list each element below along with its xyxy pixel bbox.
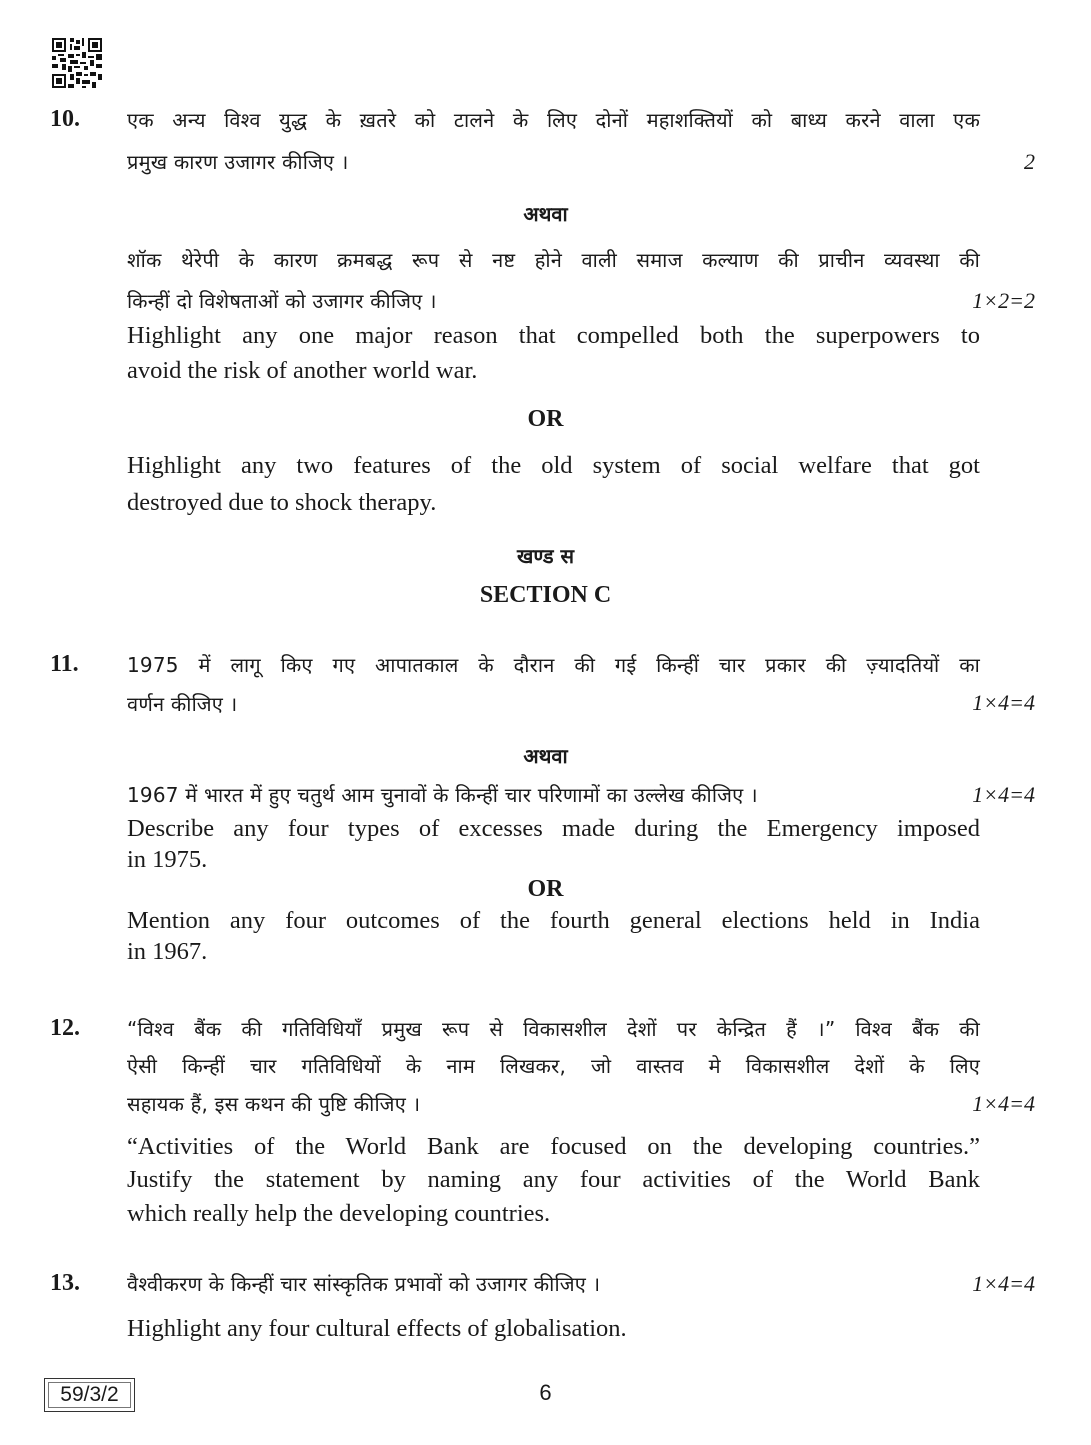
q12-hindi-line-3: सहायक हैं, इस कथन की पुष्टि कीजिए । [127, 1092, 421, 1116]
q11-alt-marks: 1×4=4 [972, 782, 1035, 807]
q10-english-line-2: avoid the risk of another world war. [127, 357, 478, 384]
q10-marks: 2 [1024, 149, 1035, 174]
paper-code: 59/3/2 [60, 1383, 119, 1406]
q11-marks: 1×4=4 [972, 690, 1035, 715]
q11-alt-english-line-1: Mention any four outcomes of the fourth general elections held in India [127, 907, 980, 934]
q10-hindi-line-1: एक अन्य विश्व युद्ध के ख़तरे को टालने के लिए दोनों महाशक्तियों को बाध्य करने वाला एक [127, 108, 980, 132]
q11-hindi-line-1: 1975 में लागू किए गए आपातकाल के दौरान की गई किन्हीं चार प्रकार की ज़्यादतियों का [127, 653, 980, 677]
q12-english-line-1: “Activities of the World Bank are focused on the developing countries.” [127, 1133, 980, 1160]
q10-alt-hindi-line-2: किन्हीं दो विशेषताओं को उजागर कीजिए । [127, 289, 437, 313]
q11-or-hindi: अथवा [523, 744, 568, 768]
q13-english-line: Highlight any four cultural effects of globalisation. [127, 1315, 627, 1342]
q10-english-line-1: Highlight any one major reason that compelled both the superpowers to [127, 322, 980, 349]
q11-english-line-1: Describe any four types of excesses made during the Emergency imposed [127, 815, 980, 842]
q10-alt-english-line-2: destroyed due to shock therapy. [127, 489, 437, 516]
q10-or-hindi: अथवा [523, 202, 568, 226]
q10-alt-english-line-1: Highlight any two features of the old system of social welfare that got [127, 452, 980, 479]
q10-alt-marks: 1×2=2 [972, 288, 1035, 313]
q10-alt-hindi-line-1: शॉक थेरेपी के कारण क्रमबद्ध रूप से नष्ट होने वाली समाज कल्याण की प्राचीन व्यवस्था की [127, 248, 980, 272]
q12-english-line-3: which really help the developing countries. [127, 1200, 551, 1227]
question-number-12: 12. [50, 1015, 80, 1041]
q12-marks: 1×4=4 [972, 1091, 1035, 1116]
q11-alt-english-line-2: in 1967. [127, 938, 208, 965]
section-heading-hindi: खण्ड स [516, 544, 575, 568]
q12-hindi-line-2: ऐसी किन्हीं चार गतिविधियों के नाम लिखकर, जो वास्तव मे विकासशील देशों के लिए [127, 1054, 980, 1078]
question-number-13: 13. [50, 1270, 80, 1296]
section-heading-english: SECTION C [479, 582, 612, 608]
q11-hindi-line-2: वर्णन कीजिए । [127, 692, 238, 716]
q13-marks: 1×4=4 [972, 1271, 1035, 1296]
q11-or-english: OR [527, 876, 564, 902]
q12-english-line-2: Justify the statement by naming any four activities of the World Bank [127, 1166, 980, 1193]
q11-alt-hindi-line: 1967 में भारत में हुए चतुर्थ आम चुनावों के किन्हीं चार परिणामों का उल्लेख कीजिए । [127, 783, 758, 807]
q10-or-english: OR [527, 406, 564, 432]
question-number-10: 10. [50, 106, 80, 132]
q11-english-line-2: in 1975. [127, 846, 208, 873]
qr-code-icon [52, 38, 102, 88]
q13-hindi-line: वैश्वीकरण के किन्हीं चार सांस्कृतिक प्रभावों को उजागर कीजिए । [127, 1272, 601, 1296]
q12-hindi-line-1: “विश्व बैंक की गतिविधियाँ प्रमुख रूप से विकासशील देशों पर केन्द्रित हैं ।” विश्व बैंक की [127, 1017, 980, 1041]
question-number-11: 11. [50, 651, 79, 677]
q10-hindi-line-2: प्रमुख कारण उजागर कीजिए । [127, 150, 349, 174]
page-number: 6 [539, 1380, 552, 1405]
